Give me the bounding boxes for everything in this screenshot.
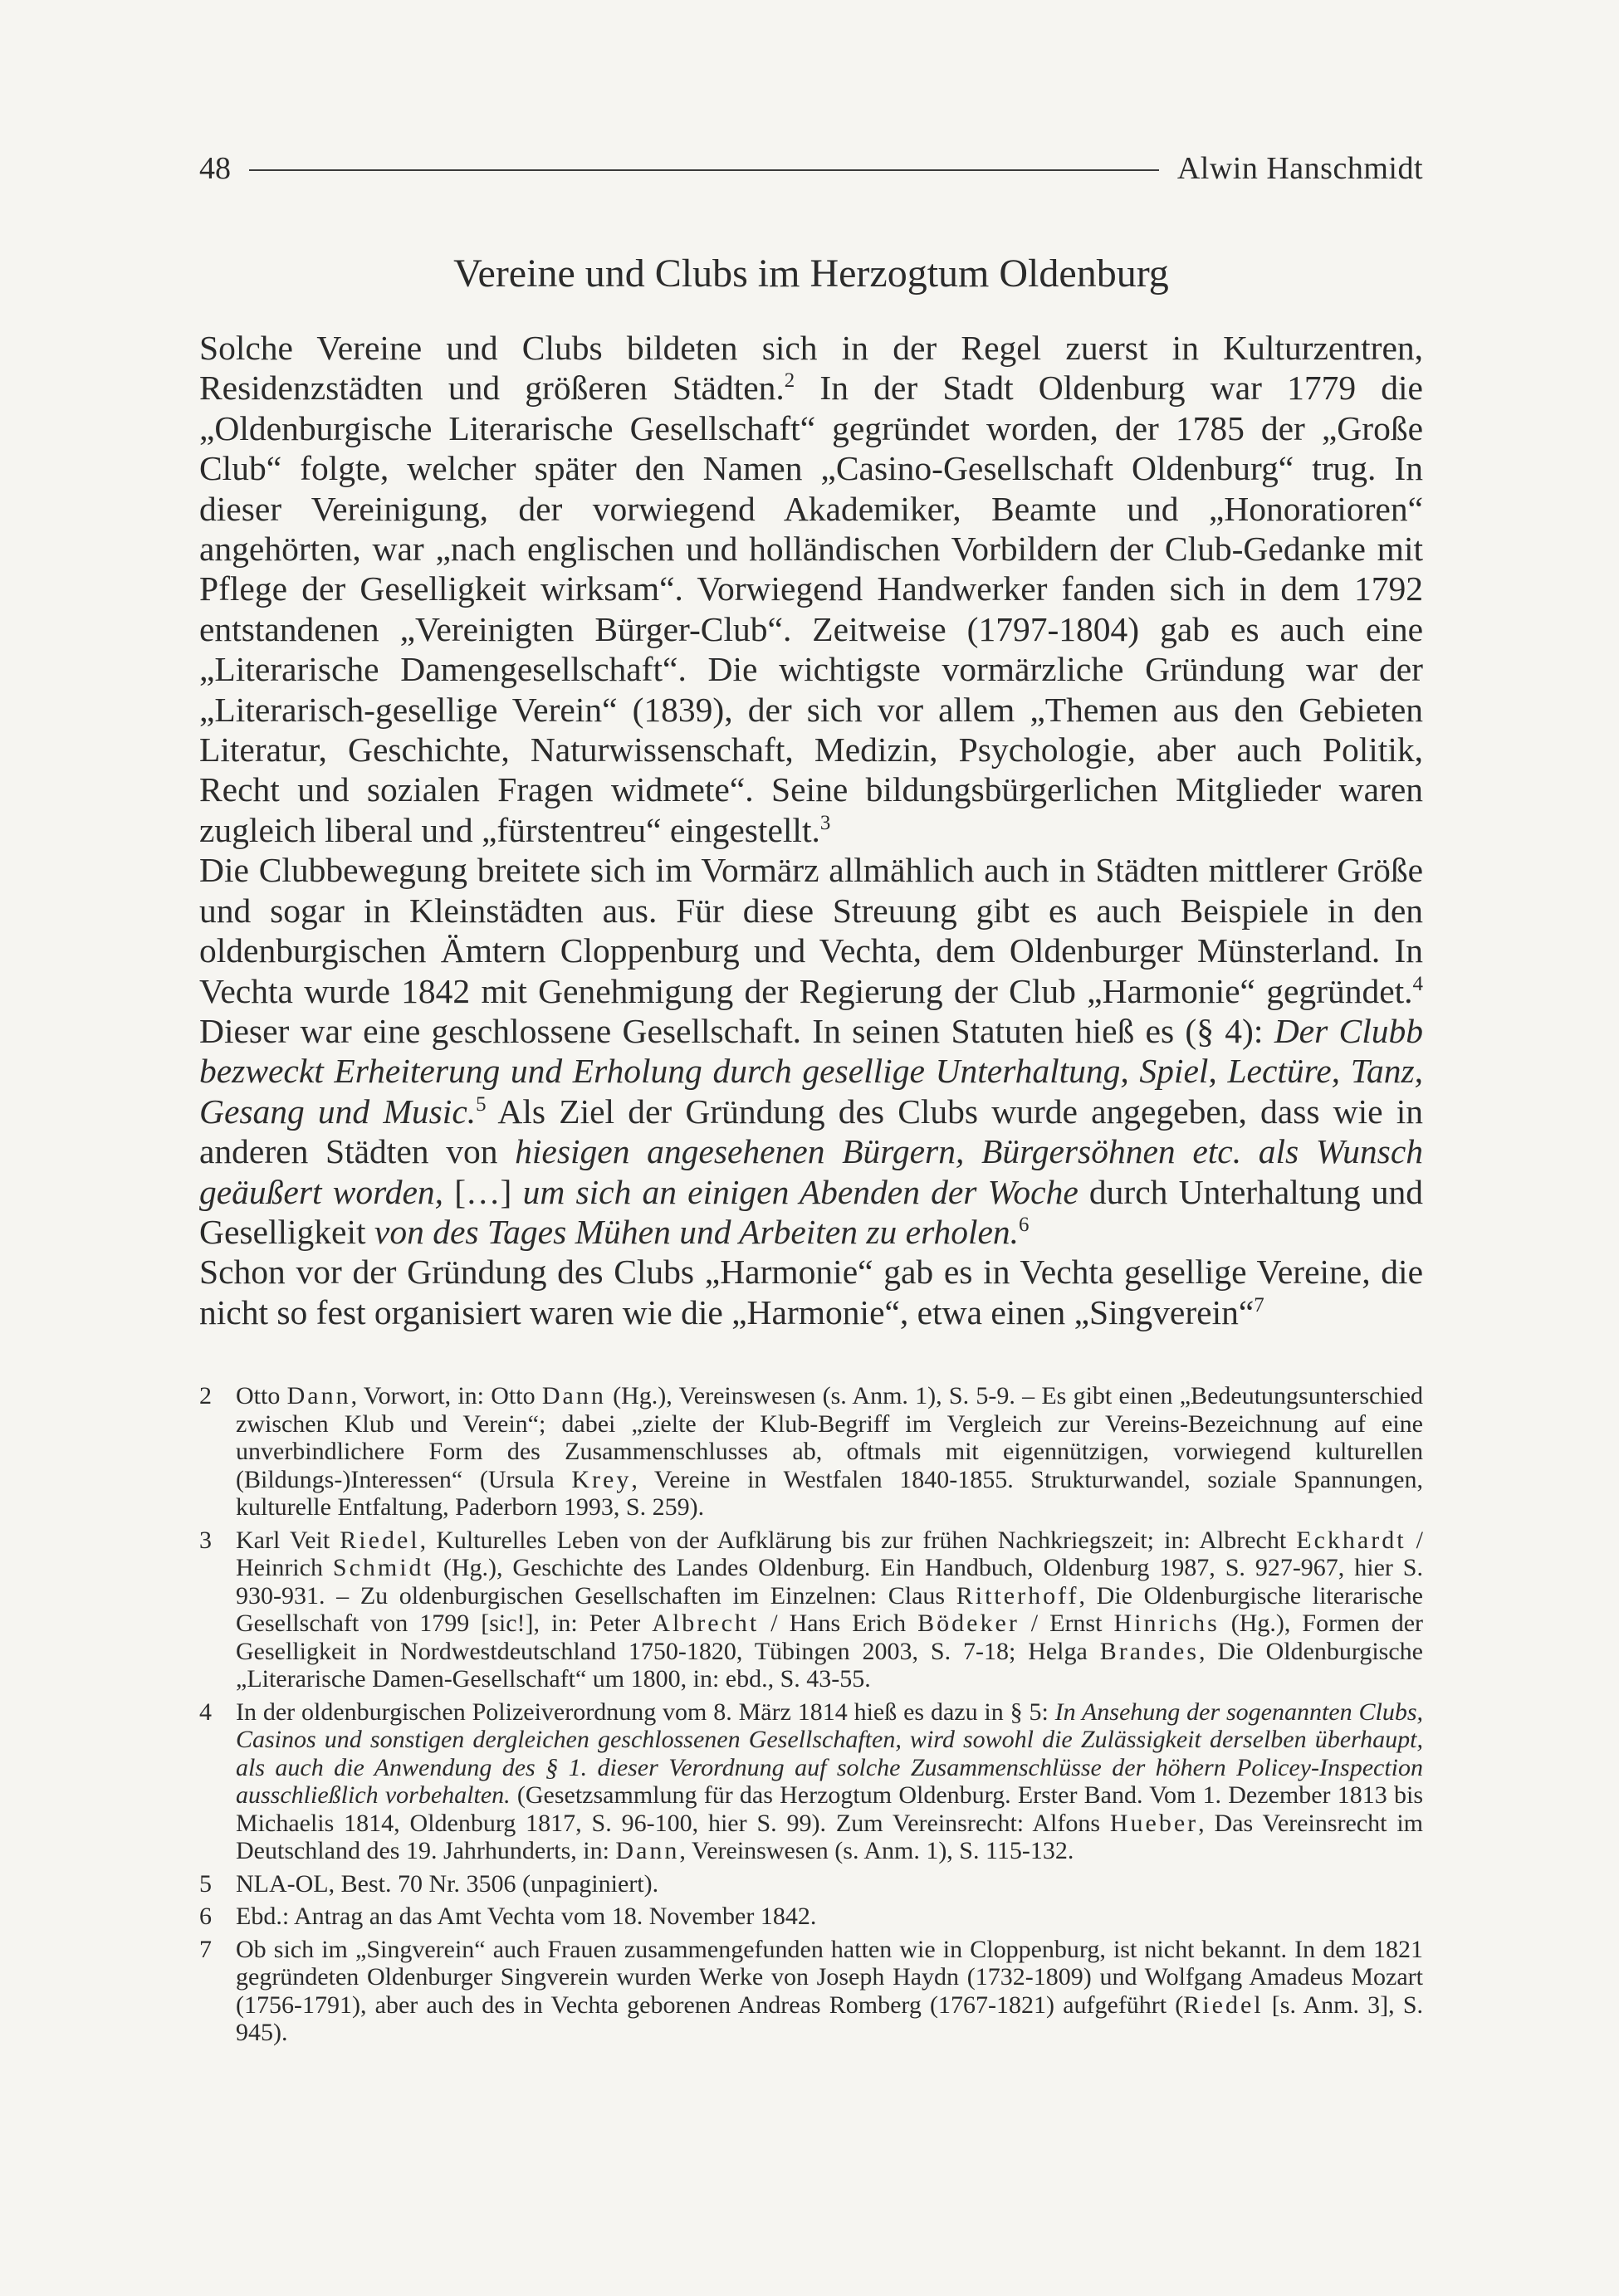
text-run: (Hg.), Geschichte des Landes Oldenburg. Ein Handbuch, Oldenburg 1987, S. 927-967, hier S. 930-931. – Zu oldenburgischen Gesellschaften im Einzelnen: Claus	[236, 1554, 1423, 1610]
footnote-ref: 2	[784, 369, 795, 393]
footnote-ref: 7	[1254, 1293, 1264, 1317]
footnote-text	[236, 1527, 1423, 1693]
text-run: / Ernst	[1019, 1610, 1114, 1637]
footnote-5	[199, 1870, 1423, 1898]
footnote-number: 6	[199, 1903, 212, 1930]
footnote-number: 2	[199, 1382, 212, 1409]
footnote-text: Ebd.: Antrag an das Amt Vechta vom 18. November 1842.	[236, 1903, 817, 1930]
section-title: Vereine und Clubs im Herzogtum Oldenburg	[453, 252, 1169, 296]
footnote-text	[236, 1698, 1423, 1865]
text-run: Dieser war eine geschlossene Gesellschaft. In seinen Statuten hieß es (§ 4):	[199, 1011, 1274, 1050]
text-run: (Gesetzsammlung für das Herzogtum Oldenburg. Erster Band. Vom 1. Dezember 1813 bis Michaelis 1814, Oldenburg 1817, S. 96-100, hier S. 99). Zum Vereinsrecht: Alfons	[236, 1781, 1423, 1837]
text-run: (Hg.), Vereinswesen (s. Anm. 1), S. 5-9. – Es gibt einen „Bedeutungsunterschied zwischen Klub und Verein“; dabei „zielte der Klub-Begriff im Vergleich zur Vereins-Bezeichnung auf eine unverbindlichere Form des Zusammenschlusses ab, oftmals mit eigennützigen, vorwiegend kulturellen (Bildungs-)Interessen“ (Ursula	[236, 1382, 1423, 1493]
footnote-7	[199, 1936, 1423, 2047]
footnote-ref: 5	[476, 1092, 487, 1116]
text-run: Ob sich im „Singverein“ auch Frauen zusammengefunden hatten wie in Cloppenburg, ist nicht bekannt. In dem 1821 gegründeten Oldenburger Singverein wurden Werke von Joseph Haydn (1732-1809) und Wolfgang Amadeus Mozart (1756-1791), aber auch des in Vechta geborenen Andreas Romberg (1767-1821) aufgeführt (	[236, 1935, 1423, 2019]
text-run: / Hans Erich	[759, 1610, 918, 1637]
author-name: Hinrichs	[1113, 1610, 1220, 1637]
author-name: Riedel	[1183, 1991, 1264, 2019]
text-run: Solche Vereine und Clubs bildeten sich in der Regel zuerst in Kulturzentren, Residenzstädten und größeren Städten.	[199, 329, 1423, 408]
footnote-ref: 4	[1412, 972, 1423, 995]
text-run: Die Clubbewegung breitete sich im Vormärz allmählich auch in Städten mittlerer Größe und sogar in Kleinstädten aus. Für diese Streuung gibt es auch Beispiele in den oldenburgischen Ämtern Cloppenburg und Vechta, dem Oldenburger Münsterland. In Vechta wurde 1842 mit Genehmigung der Regierung der Club „Harmonie“ gegründet.	[199, 851, 1423, 1010]
text-run: Otto	[236, 1382, 287, 1409]
footnote-number: 4	[199, 1698, 212, 1726]
text-run: In der oldenburgischen Polizeiverordnung vom 8. März 1814 hieß es dazu in § 5:	[236, 1698, 1055, 1726]
footnote-number: 5	[199, 1869, 212, 1898]
page-number: 48	[199, 151, 231, 186]
footnote-number: 3	[199, 1526, 212, 1554]
text-run: In der Stadt Oldenburg war 1779 die „Oldenburgische Literarische Gesellschaft“ gegründet worden, der 1785 der „Große Club“ folgte, welcher später den Namen „Casino-Gesellschaft Oldenburg“ trug. In dieser Vereinigung, der vorwiegend Akademiker, Beamte und „Honoratioren“ angehörten, war „nach englischen und holländischen Vorbildern der Club-Gedanke mit Pflege der Geselligkeit wirksam“. Vorwiegend Handwerker fanden sich in dem 1792 entstandenen „Vereinigten Bürger-Club“. Zeitweise (1797-1804) gab es auch eine „Literarische Damengesellschaft“. Die wichtigste vormärzliche Gründung war der „Literarisch-gesellige Verein“ (1839), der sich vor allem „Themen aus den Gebieten Literatur, Geschichte, Naturwissenschaft, Medizin, Psychologie, aber auch Politik, Recht und sozialen Fragen widmete“. Seine bildungsbürgerlichen Mitglieder waren zugleich liberal und „fürstentreu“ eingestellt.	[199, 369, 1423, 849]
text-run: , Das Vereinsrecht im Deutschland des 19. Jahrhunderts, in:	[236, 1809, 1423, 1864]
footnote-ref: 6	[1019, 1214, 1030, 1237]
author-name: Dann	[541, 1382, 606, 1409]
text-run: , Kulturelles Leben von der Aufklärung bis zur frühen Nachkriegszeit; in: Albrecht	[419, 1526, 1297, 1554]
author-name: Ritterhoff	[956, 1581, 1079, 1610]
italic-quote: Der Clubb bezweckt Erheiterung und Erholung durch gesellige Unterhaltung, Spiel, Lectüre, Tanz, Gesang und Music.	[199, 1011, 1424, 1131]
text-run: / Heinrich	[236, 1526, 1423, 1581]
italic-quote: um sich an einigen Abenden der Woche	[522, 1172, 1079, 1211]
text-run: Karl Veit	[236, 1526, 340, 1554]
author-name: Brandes	[1099, 1637, 1200, 1665]
footnote-2	[199, 1382, 1423, 1522]
footnote-ref: 3	[819, 812, 831, 835]
author-name: Schmidt	[332, 1554, 433, 1581]
paragraph	[199, 1252, 1423, 1332]
footnote-4	[199, 1698, 1423, 1865]
running-header-author: Alwin Hanschmidt	[1176, 151, 1423, 186]
text-run: , Vorwort, in: Otto	[350, 1382, 542, 1409]
text-run: […]	[443, 1172, 523, 1211]
italic-quote: hiesigen angesehenen Bürgern, Bürgersöhnen etc. als Wunsch geäußert worden,	[199, 1132, 1423, 1211]
footnotes	[199, 1382, 1423, 2052]
text-run: , Vereine in Westfalen 1840-1855. Strukturwandel, soziale Spannungen, kulturelle Entfaltung, Paderborn 1993, S. 259).	[236, 1465, 1423, 1521]
footnote-text	[236, 1382, 1423, 1522]
text-run: (Hg.), Formen der Geselligkeit in Nordwestdeutschland 1750-1820, Tübingen 2003, S. 7-18; Helga	[236, 1610, 1423, 1665]
footnote-text: NLA-OL, Best. 70 Nr. 3506 (unpaginiert).	[236, 1869, 659, 1898]
text-run: , Die Oldenburgische „Literarische Damen-Gesellschaft“ um 1800, in: ebd., S. 43-55.	[236, 1637, 1423, 1693]
text-run: , Die Oldenburgische literarische Gesellschaft von 1799 [sic!], in: Peter	[236, 1581, 1423, 1637]
footnote-3	[199, 1527, 1423, 1693]
italic-quote: In Ansehung der sogenannten Clubs, Casinos und sonstigen dergleichen geschlossenen Gesellschaften, wird sowohl die Zulässigkeit derselben überhaupt, als auch die Anwendung des § 1. dieser Verordnung auf solche Zusammenschlüsse der höhern Policey-Inspection ausschließlich vorbehalten.	[236, 1698, 1423, 1809]
author-name: Bödeker	[917, 1610, 1020, 1637]
author-name: Dann	[286, 1382, 351, 1409]
main-text	[199, 328, 1423, 1332]
running-header	[199, 145, 1423, 192]
header-rule	[249, 169, 1159, 171]
text-run: [s. Anm. 3], S. 945).	[236, 1991, 1424, 2046]
author-name: Dann	[615, 1837, 680, 1864]
author-name: Hueber	[1109, 1809, 1199, 1837]
paragraph	[199, 850, 1423, 1252]
text-run: Als Ziel der Gründung des Clubs wurde angegeben, dass wie in anderen Städten von	[199, 1092, 1423, 1171]
author-name: Eckhardt	[1296, 1526, 1406, 1554]
footnote-text	[236, 1936, 1423, 2047]
footnote-6	[199, 1903, 1423, 1931]
paragraph	[199, 328, 1423, 850]
author-name: Krey	[571, 1465, 632, 1493]
author-name: Riedel	[340, 1526, 420, 1554]
footnote-number: 7	[199, 1935, 212, 1963]
text-run: , Vereinswesen (s. Anm. 1), S. 115-132.	[679, 1837, 1074, 1864]
author-name: Albrecht	[652, 1610, 760, 1637]
italic-quote: von des Tages Mühen und Arbeiten zu erholen.	[374, 1212, 1020, 1251]
text-run: durch Unterhaltung und Geselligkeit	[199, 1172, 1424, 1251]
text-run: Schon vor der Gründung des Clubs „Harmonie“ gab es in Vechta gesellige Vereine, die nicht so fest organisiert waren wie die „Harmonie“, etwa einen „Singverein“	[199, 1253, 1423, 1331]
